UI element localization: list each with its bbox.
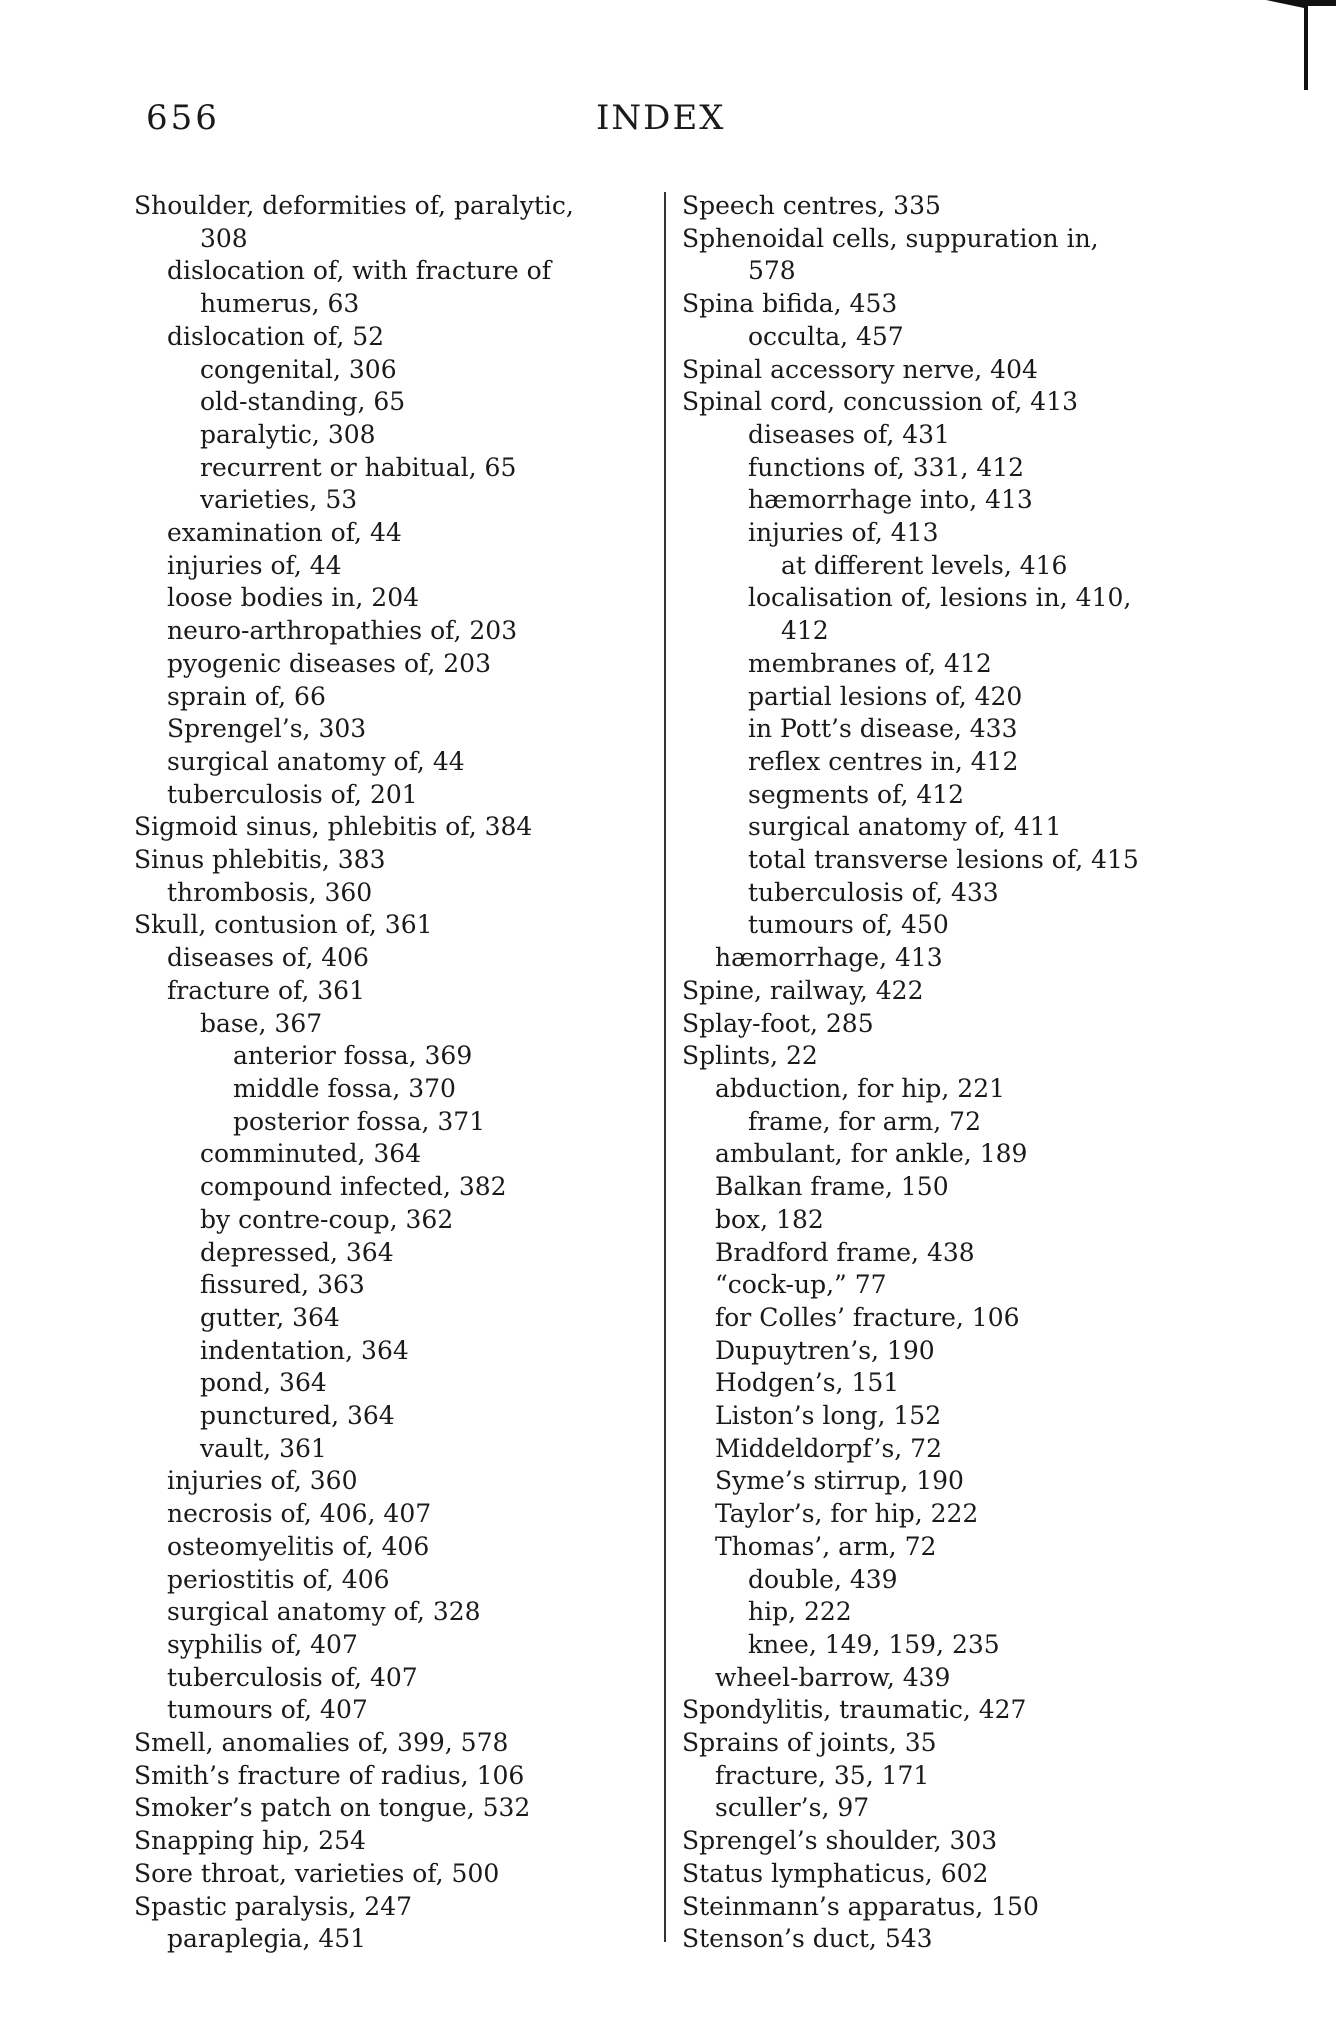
index-entry: Sore throat, varieties of, 500 [134, 1858, 500, 1888]
index-entry: Spastic paralysis, 247 [134, 1891, 413, 1921]
index-entry: Smoker’s patch on tongue, 532 [134, 1793, 531, 1823]
index-entry: humerus, 63 [200, 289, 360, 319]
index-entry: Shoulder, deformities of, paralytic, [134, 191, 574, 220]
index-entry: congenital, 306 [200, 354, 397, 384]
index-entry: injuries of, 413 [748, 518, 939, 548]
index-entry: dislocation of, with fracture of [167, 256, 551, 286]
index-entry: Sphenoidal cells, suppuration in, [682, 223, 1099, 253]
index-entry: “cock-up,” 77 [715, 1270, 887, 1300]
index-entry: periostitis of, 406 [167, 1564, 390, 1594]
index-entry: Spinal cord, concussion of, 413 [682, 387, 1079, 417]
index-entry: partial lesions of, 420 [748, 681, 1023, 711]
index-entry: dislocation of, 52 [167, 321, 385, 351]
index-entry: Spondylitis, traumatic, 427 [682, 1695, 1027, 1725]
index-entry: Balkan frame, 150 [715, 1172, 949, 1202]
index-entry: in Pott’s disease, 433 [748, 714, 1018, 744]
index-entry: gutter, 364 [200, 1302, 340, 1332]
index-entry: Syme’s stirrup, 190 [715, 1466, 964, 1496]
index-entry: 412 [781, 616, 829, 646]
index-entry: Sprains of joints, 35 [682, 1728, 937, 1758]
index-entry: loose bodies in, 204 [167, 583, 420, 613]
index-entry: hæmorrhage into, 413 [748, 485, 1033, 515]
index-entry: anterior fossa, 369 [233, 1041, 473, 1071]
index-entry: diseases of, 431 [748, 419, 950, 449]
index-entry: pyogenic diseases of, 203 [167, 648, 491, 678]
index-entry: Status lymphaticus, 602 [682, 1858, 989, 1888]
index-entry: localisation of, lesions in, 410, [748, 583, 1132, 613]
index-entry: tuberculosis of, 201 [167, 779, 418, 809]
index-entry: punctured, 364 [200, 1401, 395, 1431]
index-entry: knee, 149, 159, 235 [748, 1629, 1000, 1659]
index-entry: by contre-coup, 362 [200, 1204, 454, 1234]
index-entry: surgical anatomy of, 328 [167, 1597, 481, 1627]
index-column-right [682, 190, 1242, 1956]
index-entry: Splints, 22 [682, 1041, 818, 1071]
index-entry: injuries of, 360 [167, 1466, 358, 1496]
index-entry: wheel-barrow, 439 [715, 1662, 951, 1692]
index-entry: abduction, for hip, 221 [715, 1073, 1006, 1103]
index-entry: Splay-foot, 285 [682, 1008, 874, 1038]
index-entry: middle fossa, 370 [233, 1073, 456, 1103]
running-head: INDEX [596, 98, 726, 138]
index-entry: Skull, contusion of, 361 [134, 910, 433, 940]
index-entry: hip, 222 [748, 1597, 852, 1627]
index-entry: Taylor’s, for hip, 222 [715, 1499, 979, 1529]
index-entry: membranes of, 412 [748, 648, 992, 678]
index-entry: Bradford frame, 438 [715, 1237, 975, 1267]
index-entry: varieties, 53 [200, 485, 358, 515]
page-number: 656 [146, 98, 220, 138]
index-entry: segments of, 412 [748, 779, 965, 809]
column-divider [664, 192, 666, 1942]
index-entry: diseases of, 406 [167, 943, 369, 973]
index-entry: Spine, railway, 422 [682, 975, 924, 1005]
index-entry: Spinal accessory nerve, 404 [682, 354, 1038, 384]
index-entry: frame, for arm, 72 [748, 1106, 981, 1136]
index-entry: for Colles’ fracture, 106 [715, 1302, 1020, 1332]
index-entry: old-standing, 65 [200, 387, 406, 417]
index-entry: fissured, 363 [200, 1270, 365, 1300]
index-entry: Snapping hip, 254 [134, 1826, 366, 1856]
index-entry: tumours of, 407 [167, 1695, 368, 1725]
index-entry: Sprengel’s shoulder, 303 [682, 1826, 998, 1856]
index-entry: tuberculosis of, 433 [748, 877, 999, 907]
index-entry: thrombosis, 360 [167, 877, 373, 907]
index-entry: paralytic, 308 [200, 419, 376, 449]
index-entry: vault, 361 [200, 1433, 327, 1463]
index-entry: osteomyelitis of, 406 [167, 1531, 430, 1561]
index-entry: compound infected, 382 [200, 1172, 507, 1202]
scan-corner-mark [1226, 0, 1336, 110]
index-entry: hæmorrhage, 413 [715, 943, 943, 973]
index-entry: comminuted, 364 [200, 1139, 422, 1169]
index-entry: Middeldorpf’s, 72 [715, 1433, 942, 1463]
index-entry: examination of, 44 [167, 518, 402, 548]
index-entry: at different levels, 416 [781, 550, 1068, 580]
index-entry: Liston’s long, 152 [715, 1401, 942, 1431]
index-column-left [134, 190, 654, 1956]
index-entry: Thomas’, arm, 72 [715, 1531, 937, 1561]
index-entry: ambulant, for ankle, 189 [715, 1139, 1028, 1169]
index-entry: Stenson’s duct, 543 [682, 1924, 933, 1954]
index-entry: indentation, 364 [200, 1335, 409, 1365]
index-entry: fracture, 35, 171 [715, 1760, 930, 1790]
index-entry: Steinmann’s apparatus, 150 [682, 1891, 1039, 1921]
index-entry: Hodgen’s, 151 [715, 1368, 900, 1398]
index-entry: necrosis of, 406, 407 [167, 1499, 432, 1529]
index-entry: tumours of, 450 [748, 910, 949, 940]
index-entry: injuries of, 44 [167, 550, 342, 580]
index-entry: pond, 364 [200, 1368, 327, 1398]
index-entry: Sinus phlebitis, 383 [134, 845, 386, 875]
index-entry: Spina bifida, 453 [682, 289, 898, 319]
index-entry: recurrent or habitual, 65 [200, 452, 517, 482]
index-entry: surgical anatomy of, 44 [167, 746, 465, 776]
index-entry: Speech centres, 335 [682, 191, 941, 220]
index-entry: 308 [200, 223, 248, 253]
index-entry: Smell, anomalies of, 399, 578 [134, 1728, 509, 1758]
index-entry: posterior fossa, 371 [233, 1106, 486, 1136]
index-entry: Smith’s fracture of radius, 106 [134, 1760, 525, 1790]
index-entry: double, 439 [748, 1564, 898, 1594]
index-entry: reflex centres in, 412 [748, 746, 1019, 776]
index-entry: tuberculosis of, 407 [167, 1662, 418, 1692]
index-entry: 578 [748, 256, 796, 286]
index-entry: base, 367 [200, 1008, 323, 1038]
index-entry: sculler’s, 97 [715, 1793, 870, 1823]
index-entry: fracture of, 361 [167, 975, 365, 1005]
index-entry: box, 182 [715, 1204, 824, 1234]
index-entry: sprain of, 66 [167, 681, 326, 711]
index-entry: total transverse lesions of, 415 [748, 845, 1139, 875]
index-entry: surgical anatomy of, 411 [748, 812, 1062, 842]
index-entry: Dupuytren’s, 190 [715, 1335, 935, 1365]
index-entry: Sprengel’s, 303 [167, 714, 367, 744]
index-entry: occulta, 457 [748, 321, 904, 351]
index-entry: syphilis of, 407 [167, 1629, 358, 1659]
index-entry: depressed, 364 [200, 1237, 394, 1267]
index-entry: paraplegia, 451 [167, 1924, 367, 1954]
index-entry: Sigmoid sinus, phlebitis of, 384 [134, 812, 533, 842]
index-entry: neuro-arthropathies of, 203 [167, 616, 518, 646]
index-entry: functions of, 331, 412 [748, 452, 1025, 482]
